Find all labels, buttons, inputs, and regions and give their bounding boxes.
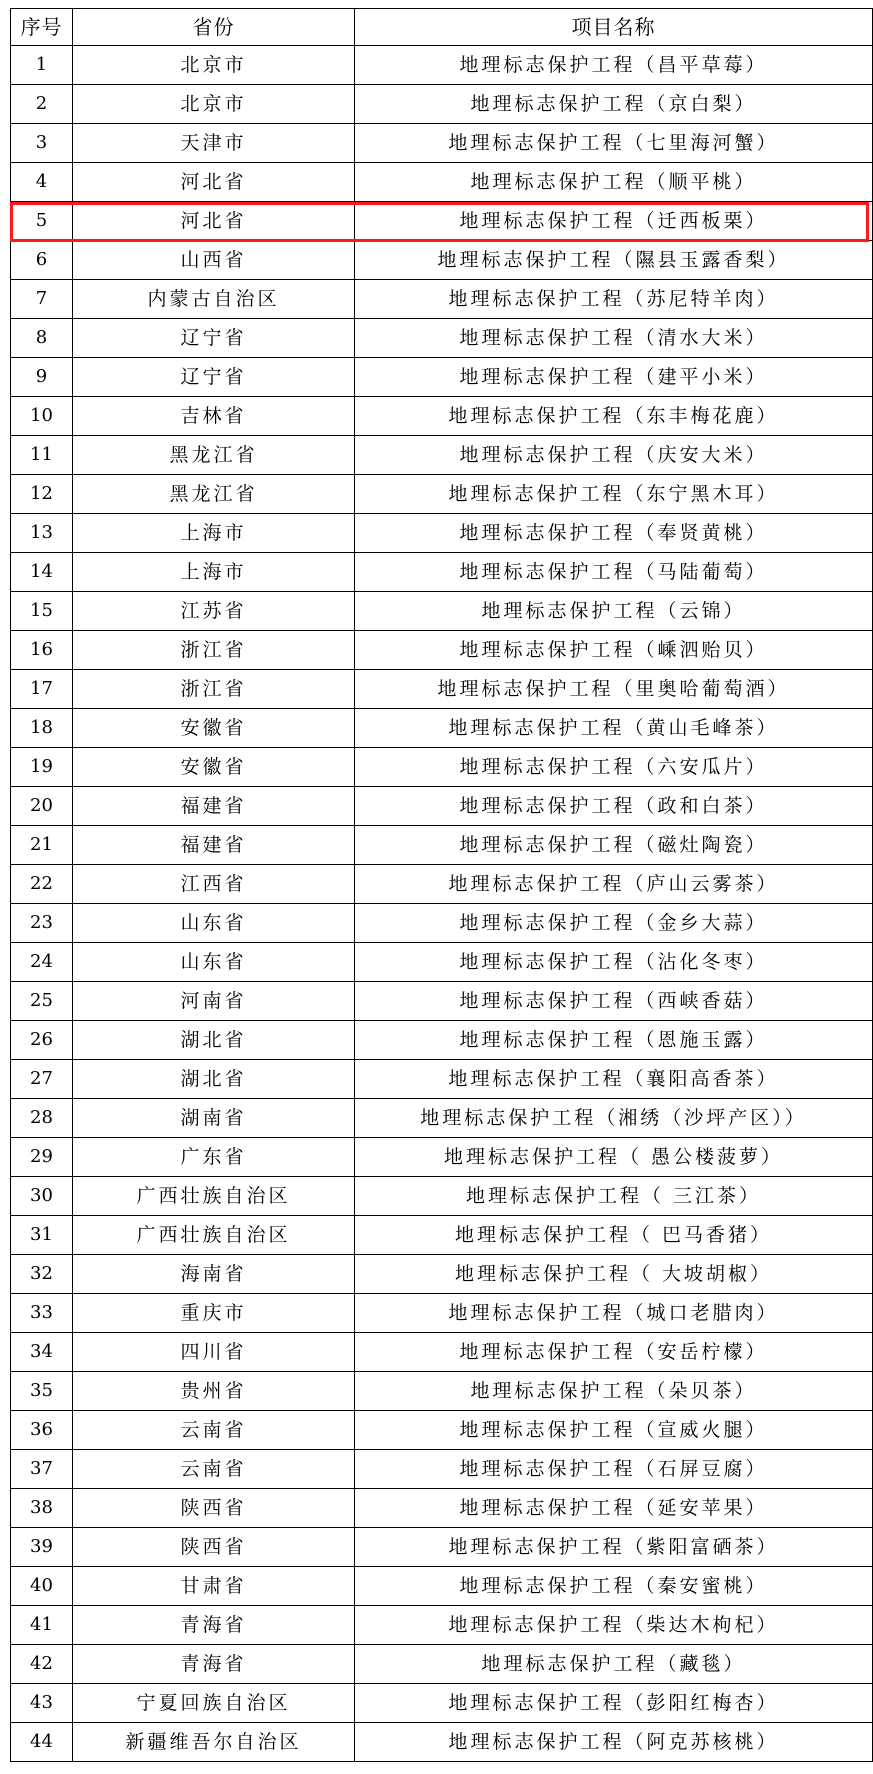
- row-number: 8: [11, 319, 73, 358]
- row-project-name: 地理标志保护工程（石屏豆腐）: [355, 1450, 873, 1489]
- row-province: 河南省: [73, 982, 355, 1021]
- row-number: 27: [11, 1060, 73, 1099]
- row-project-name: 地理标志保护工程（湘绣（沙坪产区））: [355, 1099, 873, 1138]
- row-province: 江西省: [73, 865, 355, 904]
- row-project-name: 地理标志保护工程（昌平草莓）: [355, 46, 873, 85]
- row-province: 宁夏回族自治区: [73, 1684, 355, 1723]
- row-number: 15: [11, 592, 73, 631]
- row-province: 山东省: [73, 943, 355, 982]
- table-row: [11, 631, 873, 670]
- row-project-name: 地理标志保护工程（金乡大蒜）: [355, 904, 873, 943]
- table-row: [11, 709, 873, 748]
- row-project-name: 地理标志保护工程（东宁黑木耳）: [355, 475, 873, 514]
- row-number: 18: [11, 709, 73, 748]
- row-number: 28: [11, 1099, 73, 1138]
- table-row: [11, 163, 873, 202]
- row-province: 上海市: [73, 514, 355, 553]
- row-province: 湖北省: [73, 1060, 355, 1099]
- row-project-name: 地理标志保护工程（里奥哈葡萄酒）: [355, 670, 873, 709]
- row-province: 湖北省: [73, 1021, 355, 1060]
- row-province: 新疆维吾尔自治区: [73, 1723, 355, 1762]
- table-row: [11, 826, 873, 865]
- row-number: 4: [11, 163, 73, 202]
- table-row: [11, 514, 873, 553]
- table-row: [11, 1450, 873, 1489]
- row-number: 13: [11, 514, 73, 553]
- row-number: 3: [11, 124, 73, 163]
- row-province: 陕西省: [73, 1528, 355, 1567]
- row-number: 39: [11, 1528, 73, 1567]
- row-number: 14: [11, 553, 73, 592]
- row-project-name: 地理标志保护工程（六安瓜片）: [355, 748, 873, 787]
- row-province: 内蒙古自治区: [73, 280, 355, 319]
- row-project-name: 地理标志保护工程（西峡香菇）: [355, 982, 873, 1021]
- row-province: 山西省: [73, 241, 355, 280]
- row-project-name: 地理标志保护工程（隰县玉露香梨）: [355, 241, 873, 280]
- table-row: [11, 1489, 873, 1528]
- row-province: 浙江省: [73, 670, 355, 709]
- row-project-name: 地理标志保护工程（奉贤黄桃）: [355, 514, 873, 553]
- table-row: [11, 475, 873, 514]
- row-project-name: 地理标志保护工程（磁灶陶瓷）: [355, 826, 873, 865]
- row-number: 44: [11, 1723, 73, 1762]
- row-project-name: 地理标志保护工程（政和白茶）: [355, 787, 873, 826]
- row-province: 福建省: [73, 787, 355, 826]
- row-number: 19: [11, 748, 73, 787]
- row-province: 浙江省: [73, 631, 355, 670]
- row-number: 10: [11, 397, 73, 436]
- row-number: 20: [11, 787, 73, 826]
- row-number: 40: [11, 1567, 73, 1606]
- column-header-province: 省份: [73, 9, 355, 46]
- row-project-name: 地理标志保护工程（东丰梅花鹿）: [355, 397, 873, 436]
- table-row: [11, 1294, 873, 1333]
- row-number: 35: [11, 1372, 73, 1411]
- row-project-name: 地理标志保护工程（七里海河蟹）: [355, 124, 873, 163]
- row-province: 湖南省: [73, 1099, 355, 1138]
- row-province: 黑龙江省: [73, 475, 355, 514]
- row-project-name: 地理标志保护工程（沾化冬枣）: [355, 943, 873, 982]
- row-number: 12: [11, 475, 73, 514]
- row-project-name: 地理标志保护工程（紫阳富硒茶）: [355, 1528, 873, 1567]
- row-number: 23: [11, 904, 73, 943]
- table-row: [11, 904, 873, 943]
- row-number: 24: [11, 943, 73, 982]
- row-number: 34: [11, 1333, 73, 1372]
- row-project-name: 地理标志保护工程（城口老腊肉）: [355, 1294, 873, 1333]
- table-row: [11, 1528, 873, 1567]
- row-project-name: 地理标志保护工程（京白梨）: [355, 85, 873, 124]
- row-project-name: 地理标志保护工程（彭阳红梅杏）: [355, 1684, 873, 1723]
- row-province: 福建省: [73, 826, 355, 865]
- row-number: 33: [11, 1294, 73, 1333]
- row-project-name: 地理标志保护工程（黄山毛峰茶）: [355, 709, 873, 748]
- row-number: 37: [11, 1450, 73, 1489]
- row-project-name: 地理标志保护工程（柴达木枸杞）: [355, 1606, 873, 1645]
- row-province: 河北省: [73, 202, 355, 241]
- row-number: 21: [11, 826, 73, 865]
- row-province: 四川省: [73, 1333, 355, 1372]
- table-row: [11, 1021, 873, 1060]
- row-province: 甘肃省: [73, 1567, 355, 1606]
- row-number: 22: [11, 865, 73, 904]
- row-province: 贵州省: [73, 1372, 355, 1411]
- table-row: [11, 1216, 873, 1255]
- table-row: [11, 1684, 873, 1723]
- row-project-name: 地理标志保护工程（顺平桃）: [355, 163, 873, 202]
- row-project-name: 地理标志保护工程（恩施玉露）: [355, 1021, 873, 1060]
- row-number: 41: [11, 1606, 73, 1645]
- row-province: 青海省: [73, 1606, 355, 1645]
- row-project-name: 地理标志保护工程（ 大坡胡椒）: [355, 1255, 873, 1294]
- row-number: 32: [11, 1255, 73, 1294]
- row-number: 6: [11, 241, 73, 280]
- row-project-name: 地理标志保护工程（阿克苏核桃）: [355, 1723, 873, 1762]
- row-project-name: 地理标志保护工程（秦安蜜桃）: [355, 1567, 873, 1606]
- table-row: [11, 748, 873, 787]
- row-province: 北京市: [73, 46, 355, 85]
- row-number: 26: [11, 1021, 73, 1060]
- table-body: [11, 46, 873, 1762]
- table-row: [11, 1099, 873, 1138]
- table-row: [11, 1333, 873, 1372]
- table-row: [11, 670, 873, 709]
- row-project-name: 地理标志保护工程（宣威火腿）: [355, 1411, 873, 1450]
- row-province: 陕西省: [73, 1489, 355, 1528]
- row-project-name: 地理标志保护工程（ 愚公楼菠萝）: [355, 1138, 873, 1177]
- table-row: [11, 46, 873, 85]
- table-row: [11, 241, 873, 280]
- table-row: [11, 397, 873, 436]
- table-row: [11, 1177, 873, 1216]
- table-row: [11, 85, 873, 124]
- table-row: [11, 202, 873, 241]
- row-province: 江苏省: [73, 592, 355, 631]
- table-row: [11, 1372, 873, 1411]
- row-number: 25: [11, 982, 73, 1021]
- row-number: 31: [11, 1216, 73, 1255]
- row-number: 43: [11, 1684, 73, 1723]
- row-province: 天津市: [73, 124, 355, 163]
- row-province: 黑龙江省: [73, 436, 355, 475]
- table-row: [11, 865, 873, 904]
- table-header-row: [11, 9, 873, 46]
- row-province: 北京市: [73, 85, 355, 124]
- row-project-name: 地理标志保护工程（迁西板栗）: [355, 202, 873, 241]
- row-number: 38: [11, 1489, 73, 1528]
- row-province: 安徽省: [73, 709, 355, 748]
- row-province: 广西壮族自治区: [73, 1177, 355, 1216]
- row-number: 30: [11, 1177, 73, 1216]
- row-province: 河北省: [73, 163, 355, 202]
- table-row: [11, 319, 873, 358]
- row-number: 42: [11, 1645, 73, 1684]
- table-row: [11, 1255, 873, 1294]
- row-project-name: 地理标志保护工程（藏毯）: [355, 1645, 873, 1684]
- row-number: 1: [11, 46, 73, 85]
- row-province: 辽宁省: [73, 319, 355, 358]
- row-project-name: 地理标志保护工程（延安苹果）: [355, 1489, 873, 1528]
- row-project-name: 地理标志保护工程（云锦）: [355, 592, 873, 631]
- table-row: [11, 982, 873, 1021]
- row-project-name: 地理标志保护工程（襄阳高香茶）: [355, 1060, 873, 1099]
- row-number: 29: [11, 1138, 73, 1177]
- row-project-name: 地理标志保护工程（安岳柠檬）: [355, 1333, 873, 1372]
- column-header-no: 序号: [11, 9, 73, 46]
- row-province: 海南省: [73, 1255, 355, 1294]
- row-number: 36: [11, 1411, 73, 1450]
- table-row: [11, 1060, 873, 1099]
- row-project-name: 地理标志保护工程（庆安大米）: [355, 436, 873, 475]
- row-project-name: 地理标志保护工程（ 巴马香猪）: [355, 1216, 873, 1255]
- row-province: 上海市: [73, 553, 355, 592]
- table-row: [11, 1138, 873, 1177]
- row-province: 山东省: [73, 904, 355, 943]
- table-row: [11, 787, 873, 826]
- table-row: [11, 553, 873, 592]
- row-project-name: 地理标志保护工程（嵊泗贻贝）: [355, 631, 873, 670]
- row-number: 9: [11, 358, 73, 397]
- table-row: [11, 1606, 873, 1645]
- table-row: [11, 592, 873, 631]
- table-row: [11, 436, 873, 475]
- table-row: [11, 1411, 873, 1450]
- row-project-name: 地理标志保护工程（庐山云雾茶）: [355, 865, 873, 904]
- row-province: 广西壮族自治区: [73, 1216, 355, 1255]
- column-header-project: 项目名称: [355, 9, 873, 46]
- row-project-name: 地理标志保护工程（建平小米）: [355, 358, 873, 397]
- table-row: [11, 1645, 873, 1684]
- row-number: 7: [11, 280, 73, 319]
- row-province: 云南省: [73, 1411, 355, 1450]
- table-row: [11, 280, 873, 319]
- row-province: 重庆市: [73, 1294, 355, 1333]
- row-number: 2: [11, 85, 73, 124]
- row-province: 广东省: [73, 1138, 355, 1177]
- table-row: [11, 1567, 873, 1606]
- project-table: [10, 8, 873, 1762]
- row-project-name: 地理标志保护工程（清水大米）: [355, 319, 873, 358]
- row-project-name: 地理标志保护工程（马陆葡萄）: [355, 553, 873, 592]
- row-province: 云南省: [73, 1450, 355, 1489]
- row-province: 安徽省: [73, 748, 355, 787]
- row-number: 16: [11, 631, 73, 670]
- row-number: 11: [11, 436, 73, 475]
- table-row: [11, 358, 873, 397]
- table-row: [11, 1723, 873, 1762]
- row-project-name: 地理标志保护工程（苏尼特羊肉）: [355, 280, 873, 319]
- row-province: 辽宁省: [73, 358, 355, 397]
- row-province: 青海省: [73, 1645, 355, 1684]
- row-number: 17: [11, 670, 73, 709]
- row-project-name: 地理标志保护工程（朵贝茶）: [355, 1372, 873, 1411]
- row-project-name: 地理标志保护工程（ 三江茶）: [355, 1177, 873, 1216]
- table-row: [11, 943, 873, 982]
- table-row: [11, 124, 873, 163]
- row-number: 5: [11, 202, 73, 241]
- row-province: 吉林省: [73, 397, 355, 436]
